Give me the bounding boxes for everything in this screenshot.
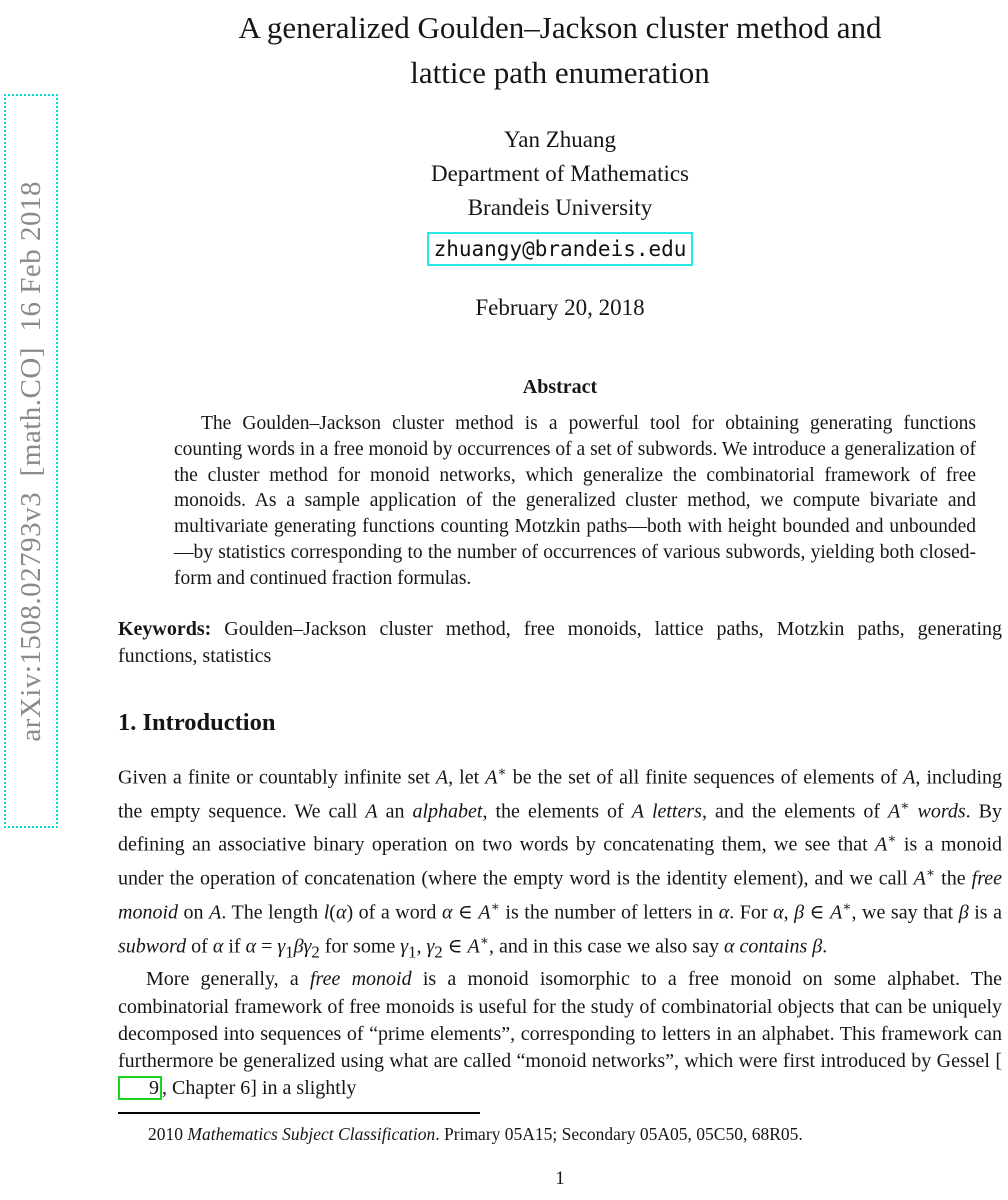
intro-paragraph-2: More generally, a free monoid is a monoid isomorphic to a free monoid on some alphabet. The combinatorial framework of free monoids is useful for the study of combinatorial objects that can be uniquely decomposed into sequences of “prime elements”, corresponding to letters in an alphabet. This framework can furthermore be generalized using what are called “monoid networks”, which were first introduced by Gessel [9 , Chapter 6] in a slightly xyxy=(118,968,1002,1100)
paper-title-line2: lattice path enumeration xyxy=(410,55,710,90)
footnote-rule xyxy=(118,1112,480,1114)
section-heading-introduction: 1. Introduction xyxy=(118,708,276,736)
abstract-text: The Goulden–Jackson cluster method is a powerful tool for obtaining generating functions counting words in a free monoid by occurrences of a set of subwords. We introduce a generalization of the cluster method for monoid networks, which generalize the combinatorial framework of free monoids. As a sample application of the generalized cluster method, we compute bivariate and multivariate generating functions counting Motzkin paths—both with height bounded and unbounded—by statistics corresponding to the number of occurrences of various subwords, yielding both closed-form and continued fraction formulas. xyxy=(174,413,976,589)
footnote-text: 2010 Mathematics Subject Classification. Primary 05A15; Secondary 05A05, 05C50, 68R05. xyxy=(148,1124,803,1144)
citation-link-9[interactable]: 9 xyxy=(118,1076,162,1100)
paper-title xyxy=(118,5,1002,95)
abstract-heading: Abstract xyxy=(522,376,598,398)
paper-date: February 20, 2018 xyxy=(475,295,645,320)
keywords-text: Goulden–Jackson cluster method, free monoids, lattice paths, Motzkin paths, generating functions, statistics xyxy=(118,617,1002,667)
author-name: Yan Zhuang xyxy=(503,127,617,152)
footnote-block xyxy=(118,1112,1002,1146)
author-department: Department of Mathematics xyxy=(430,161,690,186)
arxiv-stamp-text: arXiv:1508.02793v3 [math.CO] 16 Feb 2018 xyxy=(14,180,47,742)
paper-body xyxy=(118,0,1002,1103)
author-email-link[interactable]: zhuangy@brandeis.edu xyxy=(427,232,694,266)
author-email-line xyxy=(118,229,1002,269)
keywords-block xyxy=(118,616,1002,670)
page-number: 1 xyxy=(555,1168,565,1189)
arxiv-stamp-link[interactable] xyxy=(4,94,58,828)
author-block xyxy=(118,123,1002,269)
author-university: Brandeis University xyxy=(467,195,653,220)
intro-paragraph-1: Given a finite or countably infinite set A, let A∗ be the set of all finite sequences of elements of A, including the empty sequence. We call A an alphabet, the elements of A letters, and the elements of A∗ words. By defining an associative binary operation on two words by concatenating them, we see that A∗ is a monoid under the operation of concatenation (where the empty word is the identity element), and we call A∗ the free monoid on A. The length l(α) of a word α ∈ A∗ is the number of letters in α. For α, β ∈ A∗, we say that β is a subword of α if $\alpha = \gamma_1\beta\gamma_2$ for some $\gamma_1$, $\gamma_2$ ∈ A∗, and in this case we also say α contains β. xyxy=(118,763,1003,962)
paper-title-line1: A generalized Goulden–Jackson cluster method and xyxy=(238,10,882,45)
keywords-label: Keywords: xyxy=(118,617,212,640)
